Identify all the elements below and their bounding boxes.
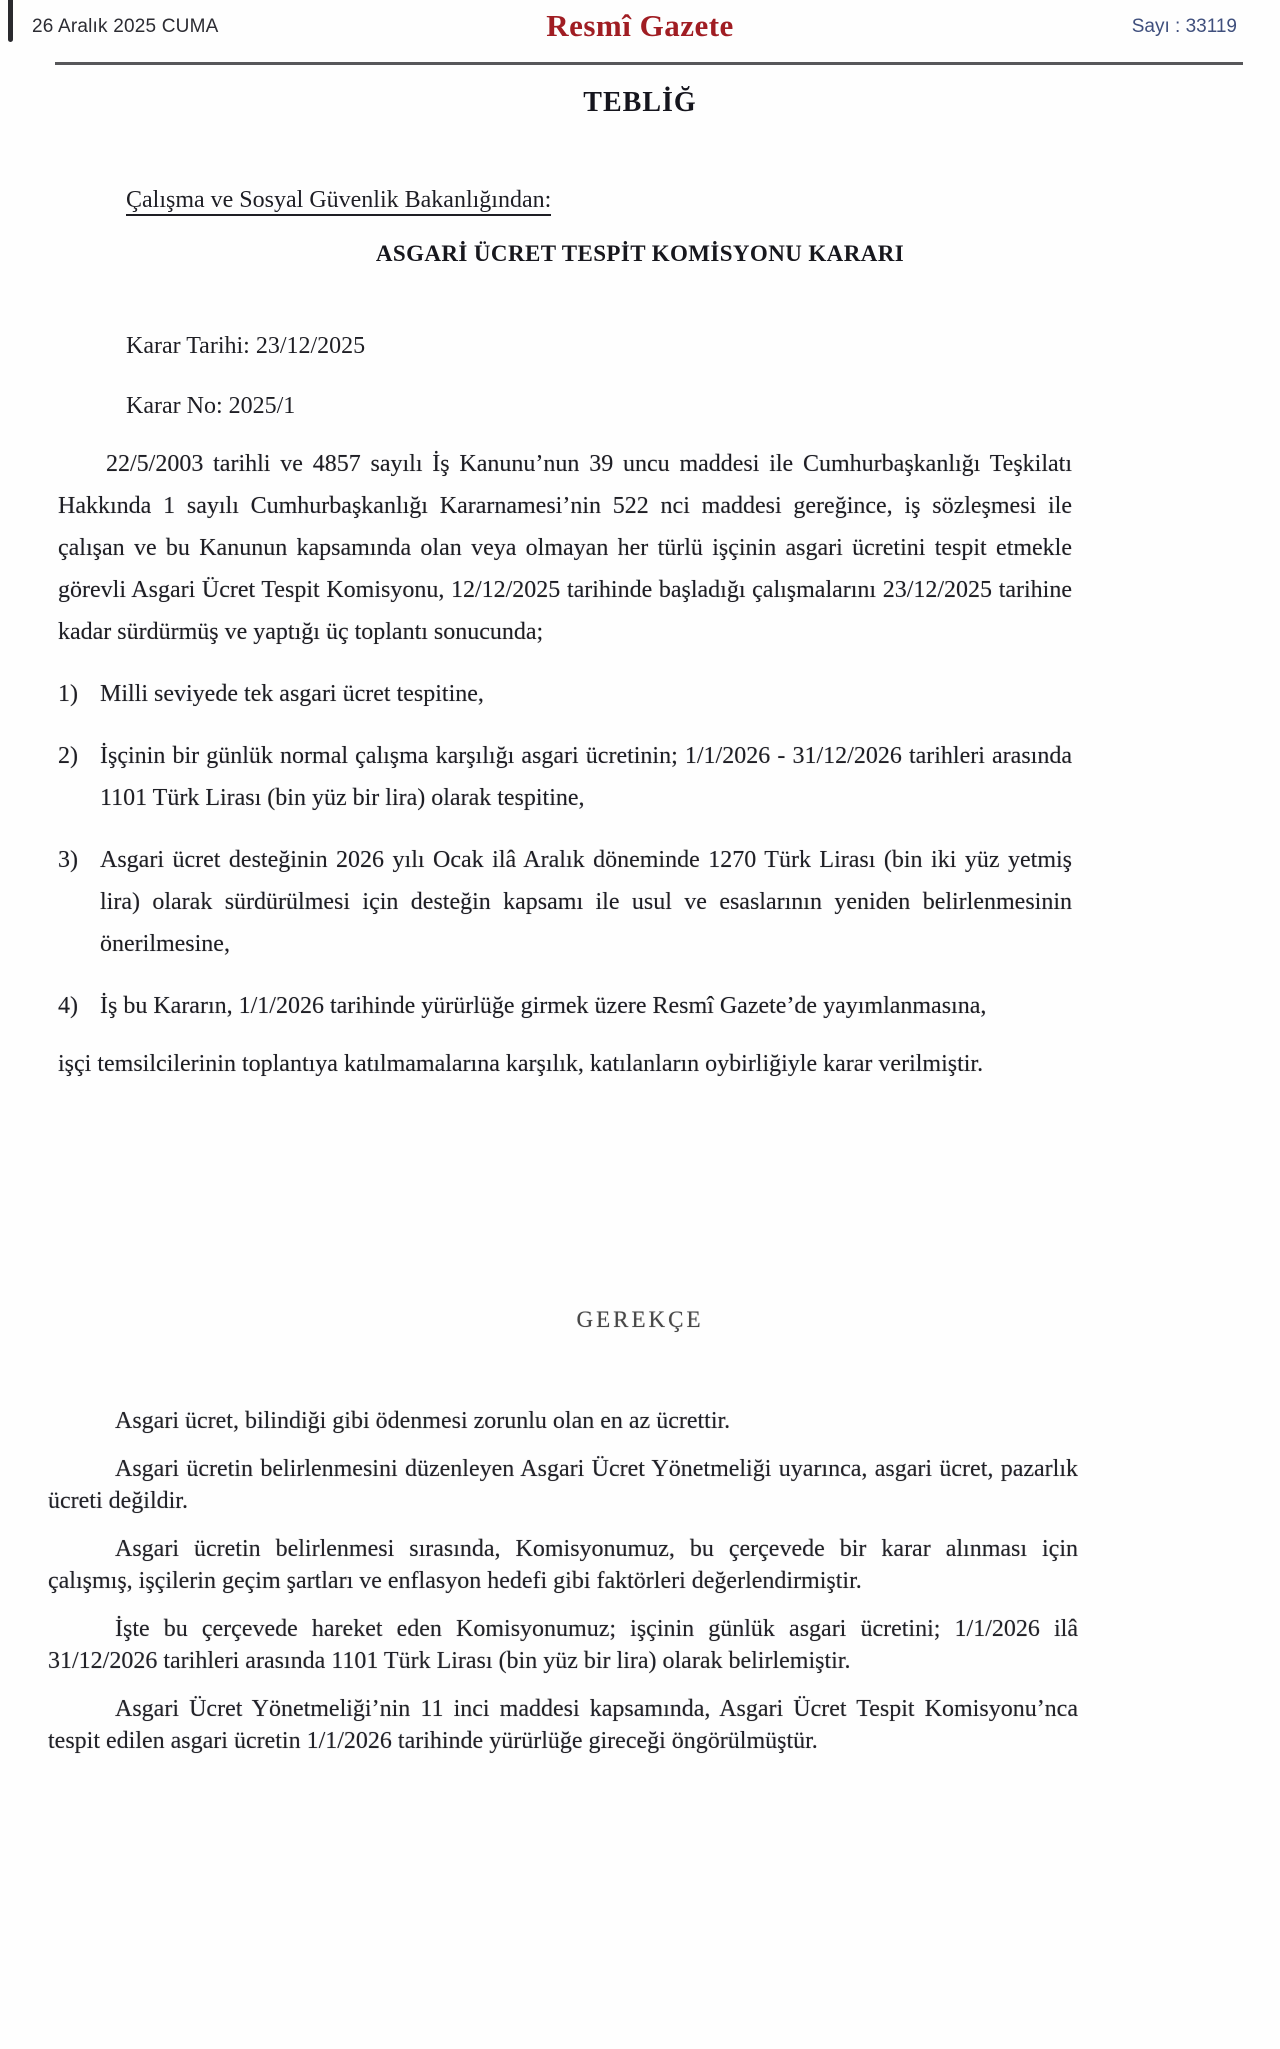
ministry-line bbox=[126, 185, 1280, 215]
rationale-paragraph: Asgari ücret, bilindiği gibi ödenmesi zorunlu olan en az ücrettir. bbox=[115, 1408, 731, 1434]
decision-item-text: Asgari ücret desteğinin 2026 yılı Ocak ilâ Aralık döneminde 1270 Türk Lirası (bin iki yüz yetmiş lira) olarak sürdürülmesi için desteğin kapsamı ile usul ve esaslarının yeniden belirlenmesinin önerilmesine, bbox=[100, 847, 1072, 957]
decision-item-text: İşçinin bir günlük normal çalışma karşılığı asgari ücretinin; 1/1/2026 - 31/12/2026 tarihleri arasında 1101 Türk Lirası (bin yüz bir lira) olarak tespitine, bbox=[100, 743, 1072, 811]
decision-title: ASGARİ ÜCRET TESPİT KOMİSYONU KARARI bbox=[375, 241, 905, 266]
decision-item-number: 4) bbox=[58, 993, 78, 1019]
ministry-line-text: Çalışma ve Sosyal Güvenlik Bakanlığından: bbox=[126, 187, 551, 216]
decision-item-number: 1) bbox=[58, 681, 78, 707]
intro-paragraph: 22/5/2003 tarihli ve 4857 sayılı İş Kanunu’nun 39 uncu maddesi ile Cumhurbaşkanlığı Teşkilatı Hakkında 1 sayılı Cumhurbaşkanlığı Kararnamesi’nin 522 nci maddesi gereğince, iş sözleşmesi ile çalışan ve bu Kanunun kapsamında olan veya olmayan her türlü işçinin asgari ücretini tespit etmekle görevli Asgari Ücret Tespit Komisyonu, 12/12/2025 tarihinde başladığı çalışmalarını 23/12/2025 tarihine kadar sürdürmüş ve yaptığı üç toplantı sonucunda; bbox=[58, 451, 1072, 645]
decision-item bbox=[58, 735, 1072, 819]
decision-item bbox=[58, 985, 1072, 1027]
rationale-paragraph: Asgari Ücret Yönetmeliği’nin 11 inci maddesi kapsamında, Asgari Ücret Tespit Komisyonu’nca tespit edilen asgari ücretin 1/1/2026 tarihinde yürürlüğe gireceği öngörülmüştür. bbox=[48, 1696, 1078, 1754]
section-heading-teblig: TEBLİĞ bbox=[583, 87, 697, 118]
decision-item-text: Milli seviyede tek asgari ücret tespitine, bbox=[100, 681, 484, 707]
header-issue-number: Sayı : 33119 bbox=[1131, 16, 1237, 37]
decision-date: Karar Tarihi: 23/12/2025 bbox=[126, 333, 366, 359]
page-header bbox=[0, 0, 1280, 62]
decision-item-number: 2) bbox=[58, 743, 78, 769]
closing-paragraph: işçi temsilcilerinin toplantıya katılmamalarına karşılık, katılanların oybirliğiyle karar verilmiştir. bbox=[58, 1051, 984, 1077]
rationale-paragraph: Asgari ücretin belirlenmesini düzenleyen Asgari Ücret Yönetmeliği uyarınca, asgari ücret, pazarlık ücreti değildir. bbox=[48, 1456, 1078, 1514]
decision-item-number: 3) bbox=[58, 847, 78, 873]
decision-item bbox=[58, 673, 1072, 715]
decision-number: Karar No: 2025/1 bbox=[126, 393, 296, 419]
decision-item-text: İş bu Kararın, 1/1/2026 tarihinde yürürlüğe girmek üzere Resmî Gazete’de yayımlanmasına, bbox=[100, 993, 987, 1019]
header-divider bbox=[55, 62, 1243, 65]
gazette-masthead: Resmî Gazete bbox=[546, 8, 734, 43]
header-date: 26 Aralık 2025 CUMA bbox=[32, 16, 219, 37]
rationale-heading: GEREKÇE bbox=[576, 1307, 704, 1332]
rationale-paragraph: İşte bu çerçevede hareket eden Komisyonumuz; işçinin günlük asgari ücretini; 1/1/2026 ilâ 31/12/2026 tarihleri arasında 1101 Türk Lirası (bin yüz bir lira) olarak belirlemiştir. bbox=[48, 1616, 1078, 1674]
rationale-paragraph: Asgari ücretin belirlenmesi sırasında, Komisyonumuz, bu çerçevede bir karar alınması için çalışmış, işçilerin geçim şartları ve enflasyon hedefi gibi faktörleri değerlendirmiştir. bbox=[48, 1536, 1078, 1594]
decision-item bbox=[58, 839, 1072, 965]
